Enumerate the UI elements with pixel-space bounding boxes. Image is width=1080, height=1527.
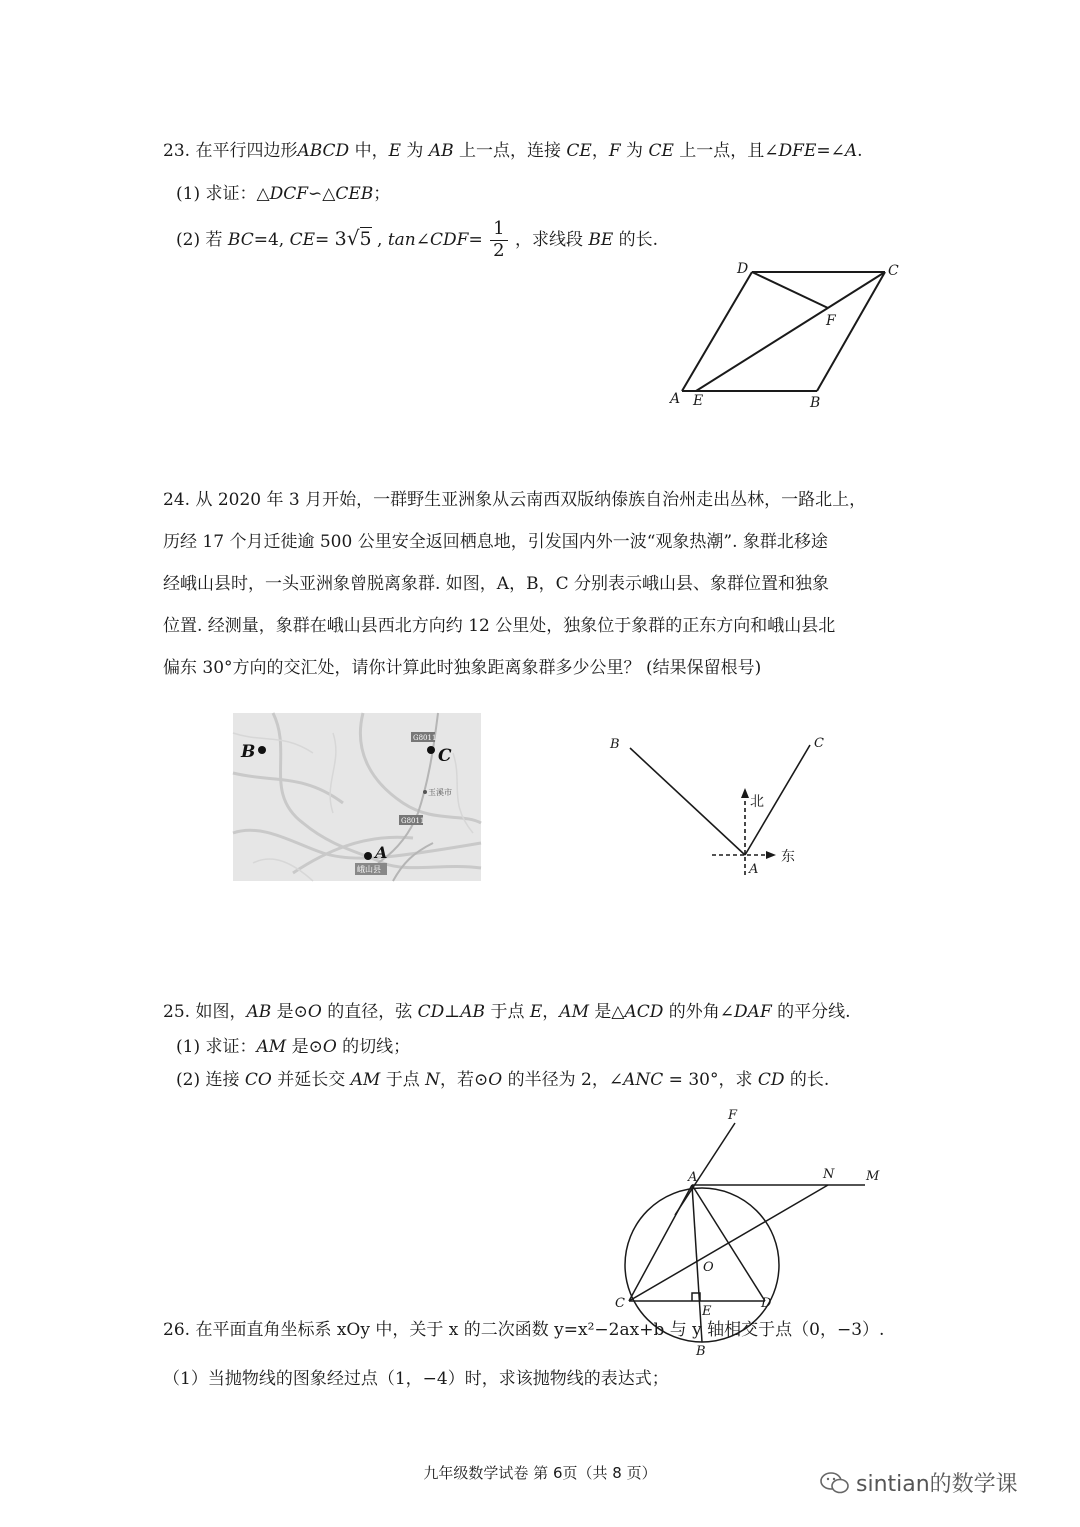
segment-df: [752, 272, 828, 308]
map-road-label-1: G8011: [413, 734, 437, 742]
q24-stem: 24. 从 2020 年 3 月开始，一群野生亚洲象从云南西双版纳傣族自治州走出丛林，一路北上， 历经 17 个月迁徙逾 500 公里安全返回栖息地，引发国内外一波“观象热潮”. 象群北移途 经峨山县时，一头亚洲象曾脱离象群. 如图，A，B，C 分别表示峨山县、象群位置和独象 位置. 经测量，象群在峨山县西北方向约 12 公里处，独象位于象群的正东方向和峨山县北 偏东 30°方向的交汇处，请你计算此时独象距离象群多少公里？ (结果保留根号): [163, 490, 867, 678]
watermark: sintian的数学课: [820, 1467, 1018, 1498]
map-label-b: B: [241, 742, 256, 762]
q23-stem: 23. 在平行四边形ABCD 中，E 为 AB 上一点，连接 CE，F 为 CE 上一点，且∠DFE=∠A.: [163, 141, 863, 161]
label-a: A: [670, 391, 681, 407]
wechat-icon: [820, 1471, 850, 1495]
label-d: D: [761, 1296, 772, 1311]
label-n: N: [823, 1167, 835, 1182]
q26-part1: （1）当抛物线的图象经过点（1，−4）时，求该抛物线的表达式；: [163, 1369, 669, 1389]
label-d: D: [737, 261, 749, 277]
label-a: A: [749, 862, 759, 877]
q24-map-image: [233, 713, 481, 881]
label-e: E: [702, 1304, 712, 1319]
q23-part2: (2) 若 BC=4, CE= 3√5 , tan∠CDF= $\frac{1}{2}$ ，求线段 BE 的长.: [176, 218, 659, 261]
side-da: [682, 272, 752, 391]
segment-ab: [630, 748, 745, 855]
label-f: F: [826, 313, 836, 329]
q23-parallelogram-figure: [660, 255, 920, 415]
map-point-b: [258, 746, 266, 754]
label-b: B: [610, 737, 620, 752]
east-arrow-icon: [766, 851, 776, 859]
label-c: C: [615, 1296, 625, 1311]
map-label-a: A: [375, 843, 388, 862]
map-city-label: 玉溪市: [428, 788, 452, 797]
label-b: B: [696, 1344, 706, 1359]
q24-direction-figure: [600, 730, 824, 880]
map-label-c: C: [438, 746, 452, 766]
label-east: 东: [781, 849, 795, 865]
label-e: E: [693, 393, 704, 409]
q26-stem: 26. 在平面直角坐标系 xOy 中，关于 x 的二次函数 y=x²−2ax+b 与 y 轴相交于点（0，−3）.: [163, 1320, 885, 1340]
label-o: O: [703, 1260, 714, 1275]
map-county-label: 峨山县: [357, 865, 381, 874]
fraction-one-half: $\frac{1}{2}$: [490, 219, 507, 261]
segment-ad: [692, 1185, 765, 1301]
label-f: F: [728, 1108, 738, 1123]
q25-part1: (1) 求证：AM 是⊙O 的切线；: [176, 1037, 411, 1057]
map-point-a: [364, 852, 372, 860]
sqrt-expression: 3√5: [334, 226, 372, 250]
map-point-c: [427, 746, 435, 754]
map-road-label-2: G8011: [401, 817, 425, 825]
q23-part1: (1) 求证：△DCF∽△CEB；: [176, 184, 391, 204]
q25-stem: 25. 如图，AB 是⊙O 的直径，弦 CD⊥AB 于点 E，AM 是△ACD 的外角∠DAF 的平分线.: [163, 1002, 851, 1022]
label-b: B: [810, 395, 821, 411]
side-bc: [817, 272, 885, 391]
page-footer: 九年级数学试卷 第 6页（共 8 页）: [423, 1464, 657, 1482]
segment-ac: [629, 1185, 692, 1301]
label-a: A: [688, 1170, 698, 1185]
label-north: 北: [750, 794, 764, 810]
label-c: C: [814, 736, 824, 751]
north-arrow-icon: [741, 788, 749, 798]
q25-circle-figure: [600, 1105, 900, 1359]
label-c: C: [888, 263, 899, 279]
label-m: M: [866, 1169, 880, 1184]
q25-part2: (2) 连接 CO 并延长交 AM 于点 N，若⊙O 的半径为 2，∠ANC = 30°，求 CD 的长.: [176, 1070, 830, 1090]
